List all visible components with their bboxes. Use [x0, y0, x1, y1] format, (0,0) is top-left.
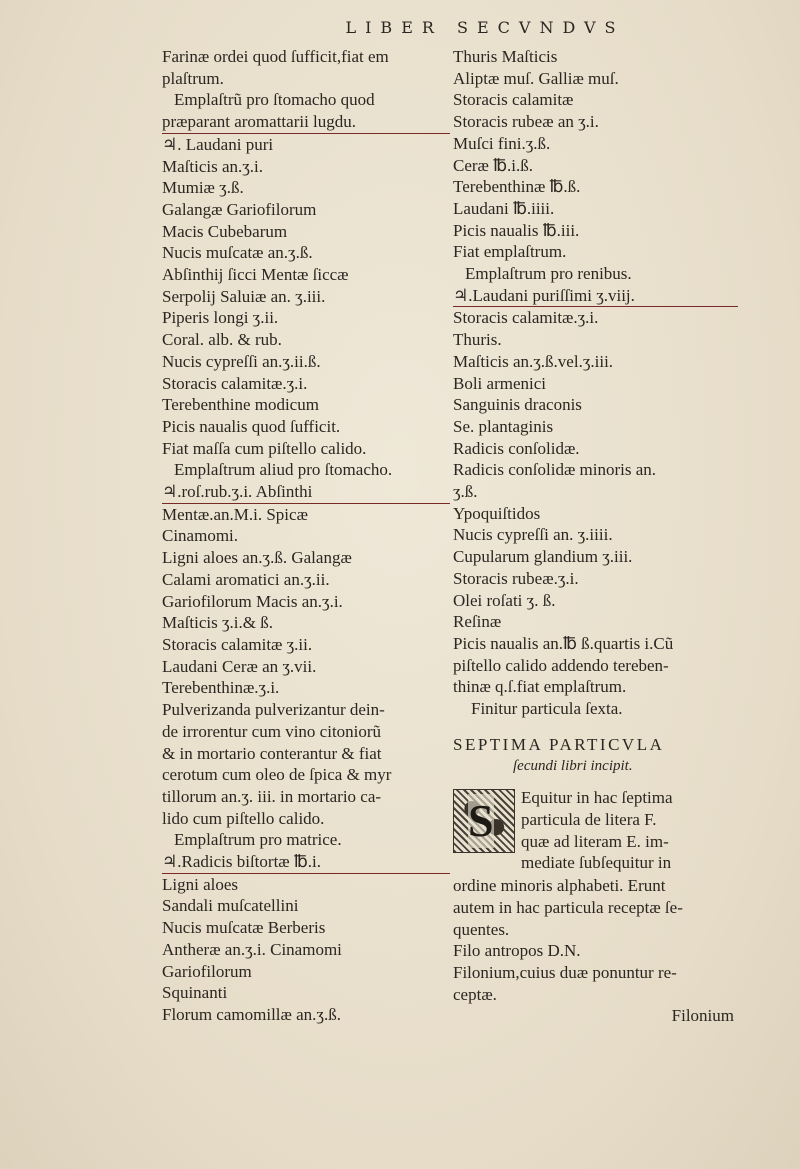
- left-column: [162, 46, 450, 1026]
- text-line: Gariofilorum Macis an.ʒ.i.: [162, 591, 343, 611]
- text-line: lido cum piſtello calido.: [162, 808, 325, 828]
- text-line: tillorum an.ʒ. iii. in mortario ca-: [162, 786, 382, 806]
- text-line: Laudani Ceræ an ʒ.vii.: [162, 656, 317, 676]
- recipe-heading: Emplaſtrum pro matrice.: [174, 830, 342, 850]
- text-line: de irrorentur cum vino citoniorũ: [162, 721, 382, 741]
- text-line: Nucis cypreſſi an.ʒ.ii.ß.: [162, 351, 321, 371]
- text-line: Piperis longi ʒ.ii.: [162, 308, 279, 328]
- text-line: Mumiæ ʒ.ß.: [162, 178, 244, 198]
- section-title: SEPTIMA PARTICVLA: [453, 734, 665, 754]
- text-line: Florum camomillæ an.ʒ.ß.: [162, 1004, 341, 1024]
- text-line: Aliptæ muſ. Galliæ muſ.: [453, 68, 619, 88]
- text-line: Cinamomi.: [162, 526, 239, 546]
- decorated-initial-block: [453, 787, 738, 875]
- text-line: Storacis calamitæ ʒ.ii.: [162, 634, 313, 654]
- right-column-lines: [453, 46, 738, 720]
- text-line: autem in hac particula receptæ ſe-: [453, 897, 683, 917]
- text-line: Laudani ℔.iiii.: [453, 198, 555, 218]
- text-line: mediate ſubſequitur in: [521, 853, 672, 873]
- text-line: ceptæ.: [453, 984, 497, 1004]
- text-line: Mentæ.an.M.i. Spicæ: [162, 504, 308, 524]
- text-line: Nucis cypreſſi an. ʒ.iiii.: [453, 525, 613, 545]
- text-line: cerotum cum oleo de ſpica & myr: [162, 765, 392, 785]
- text-line: Boli armenici: [453, 373, 547, 393]
- text-line: Thuris.: [453, 330, 502, 350]
- text-line: Thuris Maſticis: [453, 47, 558, 66]
- text-line: Storacis calamitæ: [453, 90, 574, 110]
- text-line: Galangæ Gariofilorum: [162, 199, 317, 219]
- text-line: Abſinthij ſicci Mentæ ſiccæ: [162, 265, 349, 285]
- text-line: Reſinæ: [453, 612, 502, 632]
- text-line: Terebenthine modicum: [162, 395, 319, 415]
- text-line: Equitur in hac ſeptima: [521, 788, 673, 808]
- text-line: Ypoquiſtidos: [453, 503, 541, 523]
- text-line: Radicis conſolidæ.: [453, 438, 580, 458]
- text-line: Terebenthinæ ℔.ß.: [453, 177, 581, 197]
- initial-text: [521, 787, 735, 874]
- text-line: Filonium: [671, 1006, 734, 1026]
- text-line: Picis naualis quod ſufficit.: [162, 416, 341, 436]
- text-line: Radicis conſolidæ minoris an.: [453, 460, 657, 480]
- text-line: Calami aromatici an.ʒ.ii.: [162, 569, 330, 589]
- text-line: quæ ad literam E. im-: [521, 831, 669, 851]
- text-line: ♃.roſ.rub.ʒ.i. Abſinthi: [162, 481, 450, 504]
- text-line: Ligni aloes an.ʒ.ß. Galangæ: [162, 548, 352, 568]
- initial-letter: S: [468, 795, 494, 847]
- text-line: Maſticis an.ʒ.i.: [162, 156, 264, 176]
- text-line: Ceræ ℔.i.ß.: [453, 155, 534, 175]
- text-line: Macis Cubebarum: [162, 221, 288, 241]
- text-line: Coral. alb. & rub.: [162, 330, 282, 350]
- recipe-heading: Emplaſtrũ pro ſtomacho quod: [174, 90, 375, 110]
- section-body: [453, 875, 738, 1027]
- text-line: Terebenthinæ.ʒ.i.: [162, 678, 280, 698]
- text-line: quentes.: [453, 919, 510, 939]
- text-line: Se. plantaginis: [453, 416, 554, 436]
- woodcut-initial-icon: [453, 789, 515, 853]
- text-line: Storacis rubeæ.ʒ.i.: [453, 568, 579, 588]
- text-line: ♃.Laudani puriſſimi ʒ.viij.: [453, 285, 738, 308]
- text-line: Storacis rubeæ an ʒ.i.: [453, 112, 599, 132]
- text-line: plaſtrum.: [162, 68, 224, 88]
- text-line: & in mortario conterantur & fiat: [162, 743, 382, 763]
- text-line: Cupularum glandium ʒ.iii.: [453, 547, 633, 567]
- text-line: Maſticis ʒ.i.& ß.: [162, 613, 273, 633]
- text-line: Antheræ an.ʒ.i. Cinamomi: [162, 939, 342, 959]
- text-line: ordine minoris alphabeti. Erunt: [453, 876, 666, 896]
- text-line: particula de litera F.: [521, 809, 657, 829]
- text-line: Farinæ ordei quod ſufficit,fiat em: [162, 47, 389, 66]
- text-line: Squinanti: [162, 983, 228, 1003]
- recipe-heading: Emplaſtrum pro renibus.: [465, 264, 632, 284]
- text-line: ♃.Radicis biſtortæ ℔.i.: [162, 851, 450, 874]
- text-line: Sanguinis draconis: [453, 395, 582, 415]
- text-line: Finitur particula ſexta.: [471, 699, 623, 719]
- text-line: Filo antropos D.N.: [453, 941, 581, 961]
- text-line: Ligni aloes: [162, 874, 239, 894]
- text-line: Nucis muſcatæ Berberis: [162, 918, 326, 938]
- text-line: Maſticis an.ʒ.ß.vel.ʒ.iii.: [453, 351, 614, 371]
- text-line: Muſci fini.ʒ.ß.: [453, 133, 551, 153]
- text-line: ♃. Laudani puri: [162, 134, 274, 154]
- text-line: Nucis muſcatæ an.ʒ.ß.: [162, 243, 313, 263]
- text-line: ʒ.ß.: [453, 482, 478, 502]
- text-line: Serpolij Saluiæ an. ʒ.iii.: [162, 286, 326, 306]
- text-line: Storacis calamitæ.ʒ.i.: [162, 373, 308, 393]
- text-line: præparant aromattarii lugdu.: [162, 111, 450, 134]
- text-line: Storacis calamitæ.ʒ.i.: [453, 308, 599, 328]
- section-subtitle: ſecundi libri incipit.: [513, 757, 633, 774]
- text-line: Gariofilorum: [162, 961, 252, 981]
- running-head: LIBER SECVNDVS: [345, 18, 625, 37]
- text-line: Picis naualis ℔.iii.: [453, 220, 580, 240]
- text-line: Filonium,cuius duæ ponuntur re-: [453, 963, 677, 983]
- text-line: Olei roſati ʒ. ß.: [453, 590, 556, 610]
- right-column: [453, 46, 738, 1027]
- text-line: Fiat emplaſtrum.: [453, 242, 567, 262]
- text-line: Sandali muſcatellini: [162, 896, 299, 916]
- text-line: Fiat maſſa cum piſtello calido.: [162, 438, 367, 458]
- text-line: piſtello calido addendo tereben-: [453, 655, 669, 675]
- text-line: thinæ q.ſ.fiat emplaſtrum.: [453, 677, 627, 697]
- text-line: Picis naualis an.℔ ß.quartis i.Cũ: [453, 633, 674, 653]
- text-line: Pulverizanda pulverizantur dein-: [162, 700, 385, 720]
- recipe-heading: Emplaſtrum aliud pro ſtomacho.: [174, 460, 393, 480]
